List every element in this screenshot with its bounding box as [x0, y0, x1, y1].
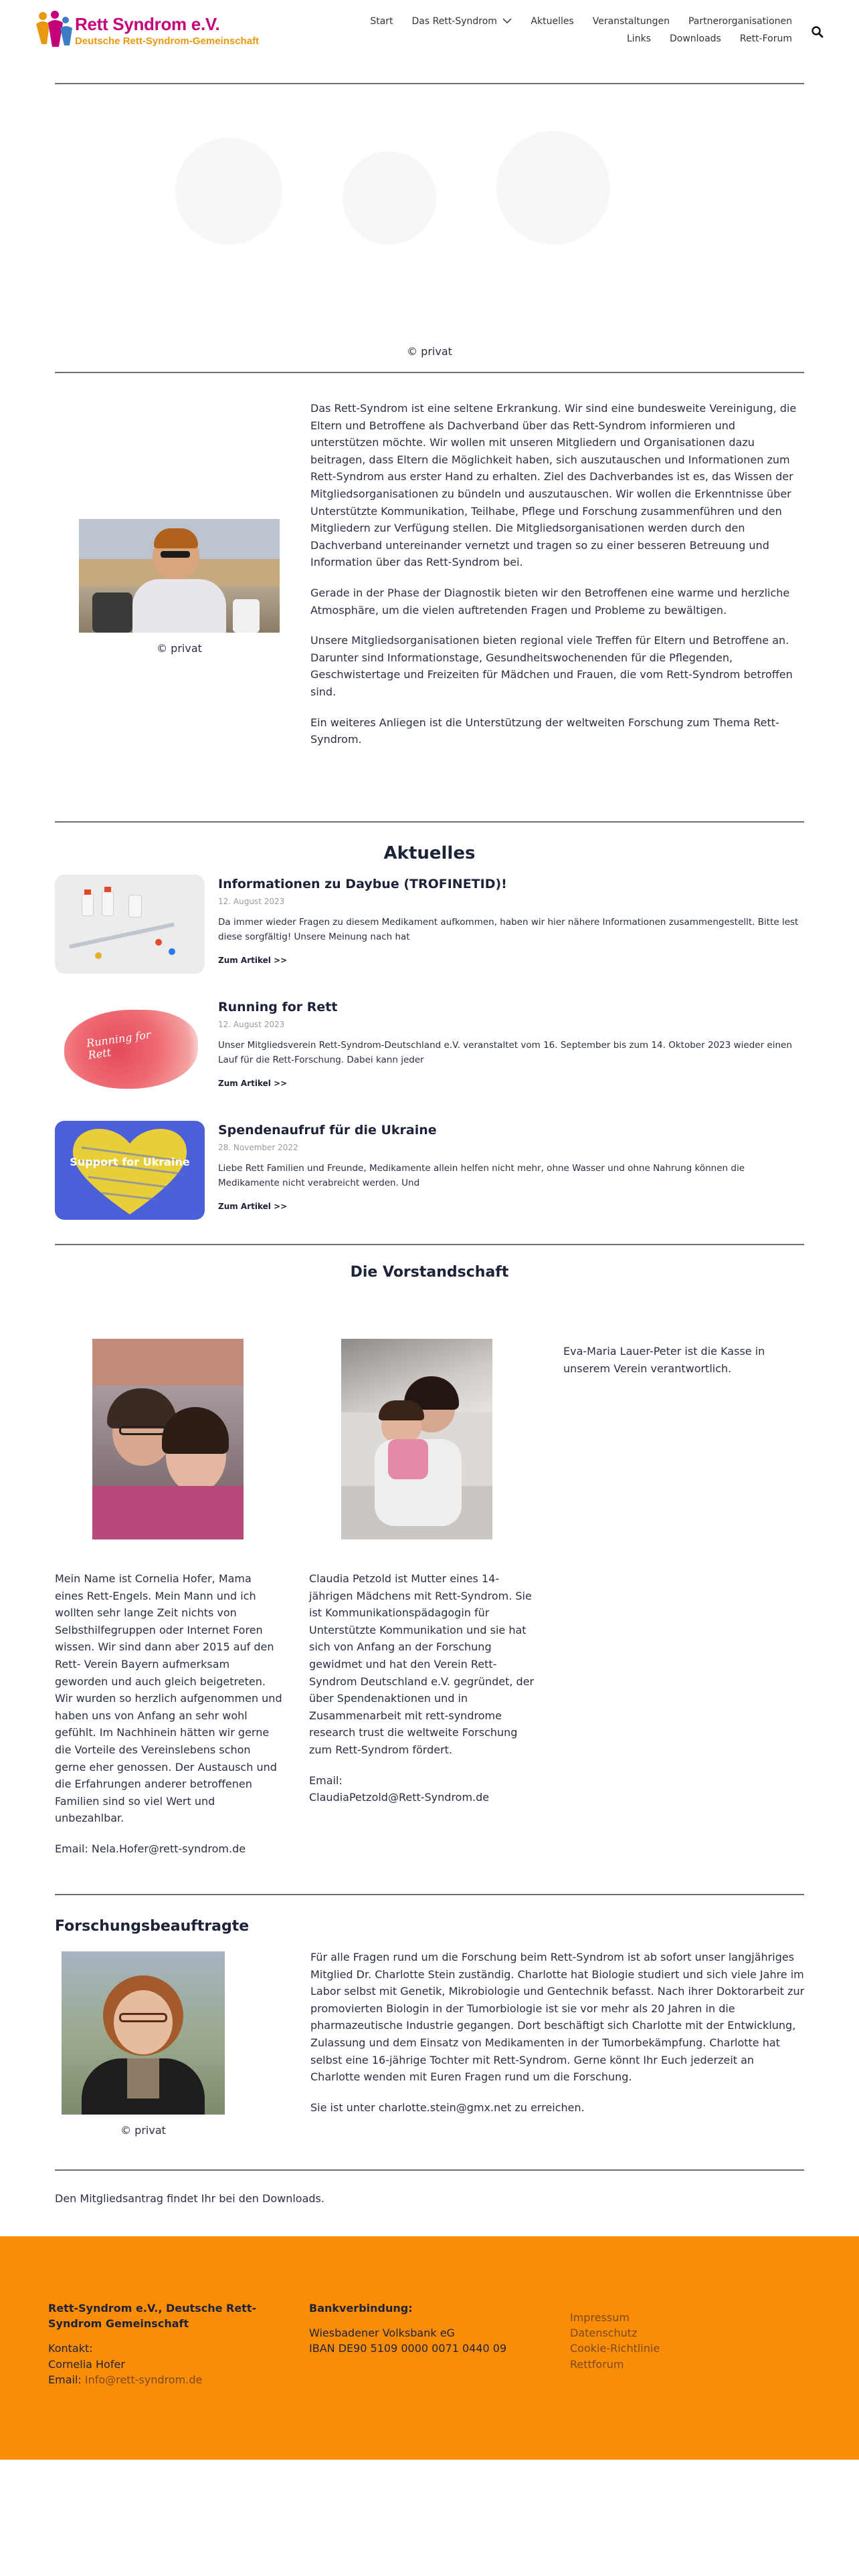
site-footer [0, 2236, 859, 2460]
footer-iban: IBAN DE90 5109 0000 0071 0440 09 [309, 2342, 507, 2355]
research-title: Forschungsbeauftragte [55, 1918, 250, 1935]
article-thumbnail[interactable] [55, 1121, 205, 1220]
research-photo [62, 1951, 225, 2115]
logo-subtitle: Deutsche Rett-Syndrom-Gemeinschaft [75, 35, 260, 47]
read-more-link[interactable]: Zum Artikel >> [218, 955, 288, 965]
footer-links [570, 2310, 771, 2372]
news-article [55, 1121, 804, 1221]
nav-links[interactable]: Links [627, 33, 651, 44]
article-date: 12. August 2023 [218, 1020, 285, 1030]
board-member-petzold [309, 1339, 537, 1820]
board-title: Die Vorstandschaft [350, 1264, 509, 1281]
footer-link-cookie[interactable]: Cookie-Richtlinie [570, 2342, 660, 2355]
news-article [55, 875, 804, 975]
article-thumbnail-text: Running for Rett [85, 1028, 152, 1062]
intro-paragraph: Ein weiteres Anliegen ist die Unterstützung der weltweiten Forschung zum Thema Rett-Syndrom. [310, 716, 779, 746]
hero-section [55, 84, 804, 372]
footer-bank-name: Wiesbadener Volksbank eG [309, 2327, 455, 2340]
footer-bank-label: Bankverbindung: [309, 2302, 413, 2315]
intro-photo [79, 519, 280, 633]
member-email[interactable]: Email: Nela.Hofer@rett-syndrom.de [55, 1842, 246, 1855]
article-excerpt: Unser Mitgliedsverein Rett-Syndrom-Deutschland e.V. veranstaltet vom 16. September bis zum 14. Oktober 2023 wieder einen Lauf für die Rett-Forschung. Dabei kann jeder [218, 1040, 792, 1066]
research-paragraph: Sie ist unter charlotte.stein@gmx.net zu erreichen. [310, 2101, 585, 2114]
member-description: Eva-Maria Lauer-Peter ist die Kasse in unserem Verein verantwortlich. [563, 1345, 765, 1375]
footer-email-link[interactable]: Info@rett-syndrom.de [84, 2373, 203, 2386]
member-description: Claudia Petzold ist Mutter eines 14-jährigen Mädchens mit Rett-Syndrom. Sie ist Kommunikationspädagogin für Unterstützte Kommunikation und sie hat sich von Anfang an der Forschung gewidmet und hat den Verein Rett-Syndrom Deutschland e.V. gegründet, der über Spendenaktionen und in Zusammenarbeit mit rett-syndrome research trust die weltweite Forschung zum Rett-Syndrom fördert. [309, 1572, 535, 1756]
article-date: 28. November 2022 [218, 1143, 298, 1153]
footer-link-impressum[interactable]: Impressum [570, 2311, 630, 2324]
nav-downloads[interactable]: Downloads [669, 33, 721, 44]
research-paragraph: Für alle Fragen rund um die Forschung beim Rett-Syndrom ist ab sofort unser langjähriges Mitglied Dr. Charlotte Stein zuständig. Charlotte hat Biologie studiert und sich viele Jahre im Labor selbst mit Genetik, Mikrobiologie und Gentechnik befasst. Nach ihrer Doktorarbeit zur promovierten Biologin in der Tumorbiologie ist sie vor mehr als 20 Jahren in die pharmazeutische Industrie gegangen. Dort beschäftigt sich Charlotte mit der Entwicklung, Zulassung und dem Einsatz von Medikamenten in der Tumorbekämpfung. Charlotte hat selbst eine 16-jährige Tochter mit Rett-Syndrom. Gerne könnt Ihr Euch jederzeit an Charlotte wenden mit Euren Fragen rund um die Forschung. [310, 1951, 805, 2084]
article-title[interactable]: Informationen zu Daybue (TROFINETID)! [218, 877, 507, 891]
research-caption: © privat [120, 2124, 166, 2137]
nav-aktuelles[interactable]: Aktuelles [531, 16, 574, 27]
logo[interactable] [33, 8, 261, 48]
hero-caption: © privat [407, 345, 452, 358]
nav-rett-syndrom[interactable] [412, 15, 512, 29]
logo-figures-icon [33, 9, 74, 49]
intro-paragraph: Das Rett-Syndrom ist eine seltene Erkrankung. Wir sind eine bundesweite Vereinigung, die Eltern und Betroffene als Dachverband über das Rett-Syndrom informieren und unterstützen möchte. Wir wollen mit unseren Mitgliedern und Organisationen dazu beitragen, dass Eltern die Möglichkeit haben, sich auszutauschen und Informationen zum Rett-Syndrom aus erster Hand zu erhalten. Ziel des Dachverbandes ist es, das Wissen der Mitgliedsorganisationen zu bündeln und auszutauschen. Wir wollen die Erkenntnisse über Unterstützte Kommunikation, Teilhabe, Pflege und Forschung zusammenführen und den Mitgliedern zur Verfügung stellen. Die Mitgliedsorganisationen werden durch den Dachverband untereinander vernetzt und tragen so zu einer besseren Betreuung und Information über das Rett-Syndrom bei. [310, 402, 797, 569]
article-excerpt: Da immer wieder Fragen zu diesem Medikament aufkommen, haben wir hier nähere Informationen zusammengestellt. Bitte lest diese sorgfältig! Unsere Meinung nach hat [218, 917, 799, 943]
footer-link-rettforum[interactable]: Rettforum [570, 2357, 624, 2371]
article-thumbnail[interactable] [55, 875, 205, 974]
intro-section [55, 373, 804, 821]
intro-paragraph: Gerade in der Phase der Diagnostik bieten wir den Betroffenen eine warme und herzliche Atmosphäre, um die vielen auftretenden Fragen und Probleme zu bewältigen. [310, 586, 790, 617]
search-icon[interactable] [809, 24, 826, 40]
footer-contact-label: Kontakt: [48, 2342, 93, 2355]
article-thumbnail[interactable] [55, 998, 205, 1097]
article-date: 12. August 2023 [218, 897, 285, 907]
nav-partnerorganisationen[interactable]: Partnerorganisationen [688, 16, 792, 27]
board-section [55, 1245, 804, 1894]
main-nav [357, 15, 826, 46]
nav-rett-syndrom-label: Das Rett-Syndrom [411, 16, 497, 27]
read-more-link[interactable]: Zum Artikel >> [218, 1201, 288, 1211]
site-header [33, 0, 826, 60]
research-text [310, 1949, 805, 2129]
membership-note: Den Mitgliedsantrag findet Ihr bei den Downloads. [55, 2192, 324, 2205]
logo-name: Rett Syndrom e.V. [75, 14, 220, 34]
news-section [55, 823, 804, 1244]
board-member-hofer [55, 1339, 282, 1871]
member-description: Mein Name ist Cornelia Hofer, Mama eines Rett-Engels. Mein Mann und ich wollten sehr lange Zeit nichts von Selbsthilfegruppen oder Internet Foren wissen. Wir sind dann aber 2015 auf den Rett- Verein Bayern aufmerksam geworden und auch gleich beigetreten. Wir wurden so herzlich aufgenommen und haben uns von Anfang an sehr wohl gefühlt. Im Nachhinein hätten wir gerne die Vorteile des Vereinslebens schon gerne eher genossen. Der Austausch und die Erfahrungen anderer betroffenen Familien sind so viel Wert und unbezahlbar. [55, 1572, 282, 1825]
member-photo [341, 1339, 492, 1539]
chevron-down-icon [502, 17, 512, 24]
hero-image [122, 111, 737, 298]
article-excerpt: Liebe Rett Familien und Freunde, Medikamente allein helfen nicht mehr, ohne Wasser und ohne Nahrung können die Medikamente nicht verabreicht werden. Und [218, 1163, 745, 1189]
article-title[interactable]: Running for Rett [218, 1000, 338, 1014]
research-section [55, 1895, 804, 2169]
intro-caption: © privat [157, 642, 202, 655]
article-thumbnail-text: Support for Ukraine [70, 1156, 190, 1168]
footer-bank [309, 2300, 537, 2357]
footer-org: Rett-Syndrom e.V., Deutsche Rett-Syndrom Gemeinschaft [48, 2302, 257, 2331]
intro-text [310, 400, 805, 762]
footer-contact [48, 2300, 276, 2387]
member-email[interactable]: ClaudiaPetzold@Rett-Syndrom.de [309, 1791, 490, 1804]
article-title[interactable]: Spendenaufruf für die Ukraine [218, 1123, 437, 1138]
footer-contact-name: Cornelia Hofer [48, 2357, 125, 2371]
nav-veranstaltungen[interactable]: Veranstaltungen [592, 16, 670, 27]
nav-rett-forum[interactable]: Rett-Forum [739, 33, 792, 44]
member-photo [92, 1339, 244, 1539]
read-more-link[interactable]: Zum Artikel >> [218, 1078, 288, 1088]
board-member-lauer-peter [563, 1343, 777, 1390]
footer-link-datenschutz[interactable]: Datenschutz [570, 2327, 638, 2340]
intro-paragraph: Unsere Mitgliedsorganisationen bieten regional viele Treffen für Eltern und Betroffene an. Darunter sind Informationstage, Gesundheitswochenenden für die Pflegenden, Geschwistertage und Freizeiten für Mädchen und Frauen, die vom Rett-Syndrom betroffen sind. [310, 634, 793, 698]
membership-section [55, 2171, 804, 2231]
news-article [55, 998, 804, 1098]
member-email-label: Email: [309, 1774, 343, 1787]
footer-email-label: Email: [48, 2373, 82, 2386]
news-title: Aktuelles [383, 843, 476, 863]
nav-start[interactable]: Start [370, 16, 393, 27]
